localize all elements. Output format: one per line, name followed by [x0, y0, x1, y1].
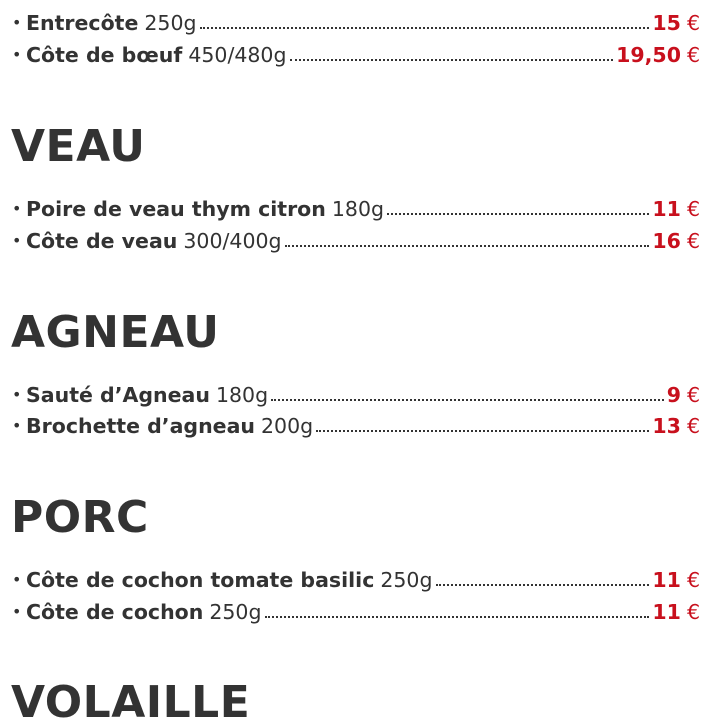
- section-title-agneau: AGNEAU: [11, 307, 220, 358]
- dotted-leader: [271, 399, 664, 401]
- item-weight: 450/480g: [188, 43, 287, 67]
- bullet: •: [12, 199, 22, 218]
- menu-item: [12, 194, 700, 224]
- item-name: Brochette d’agneau: [26, 414, 256, 438]
- item-weight: 300/400g: [183, 229, 282, 253]
- item-price: 13: [652, 414, 681, 438]
- bullet: •: [12, 231, 22, 250]
- dotted-leader: [290, 59, 614, 61]
- section-title-porc: PORC: [11, 492, 149, 543]
- item-price: 9: [666, 383, 681, 407]
- dotted-leader: [285, 245, 650, 247]
- item-name: Côte de bœuf: [26, 43, 183, 67]
- item-price: 15: [652, 11, 681, 35]
- item-name: Côte de cochon: [26, 600, 204, 624]
- item-price: 19,50: [616, 43, 681, 67]
- bullet: •: [12, 45, 22, 64]
- dotted-leader: [387, 213, 649, 215]
- bullet: •: [12, 602, 22, 621]
- bullet: •: [12, 416, 22, 435]
- currency: €: [686, 383, 700, 407]
- currency: €: [686, 568, 700, 592]
- item-name: Sauté d’Agneau: [26, 383, 210, 407]
- menu-item: [12, 40, 700, 70]
- bullet: •: [12, 385, 22, 404]
- item-price: 16: [652, 229, 681, 253]
- item-weight: 250g: [209, 600, 262, 624]
- section-title-volaille: VOLAILLE: [11, 677, 251, 728]
- dotted-leader: [436, 584, 650, 586]
- item-weight: 250g: [380, 568, 433, 592]
- currency: €: [686, 11, 700, 35]
- item-weight: 180g: [331, 197, 385, 221]
- currency: €: [686, 414, 700, 438]
- menu-item: [12, 597, 700, 627]
- item-weight: 180g: [215, 383, 269, 407]
- bullet: •: [12, 13, 22, 32]
- dotted-leader: [200, 27, 650, 29]
- menu-item: [12, 565, 700, 595]
- item-name: Côte de cochon tomate basilic: [26, 568, 375, 592]
- currency: €: [686, 197, 700, 221]
- currency: €: [686, 600, 700, 624]
- item-weight: 250g: [144, 11, 197, 35]
- item-price: 11: [652, 197, 681, 221]
- item-weight: 200g: [261, 414, 314, 438]
- section-title-veau: VEAU: [11, 121, 146, 172]
- menu-item: [12, 380, 700, 410]
- item-name: Poire de veau thym citron: [26, 197, 326, 221]
- bullet: •: [12, 570, 22, 589]
- menu-item: [12, 226, 700, 256]
- menu-item: [12, 411, 700, 441]
- dotted-leader: [265, 616, 650, 618]
- currency: €: [686, 229, 700, 253]
- item-price: 11: [652, 568, 681, 592]
- item-name: Côte de veau: [26, 229, 178, 253]
- item-price: 11: [652, 600, 681, 624]
- currency: €: [686, 43, 700, 67]
- dotted-leader: [316, 430, 649, 432]
- menu-item: [12, 8, 700, 38]
- item-name: Entrecôte: [26, 11, 139, 35]
